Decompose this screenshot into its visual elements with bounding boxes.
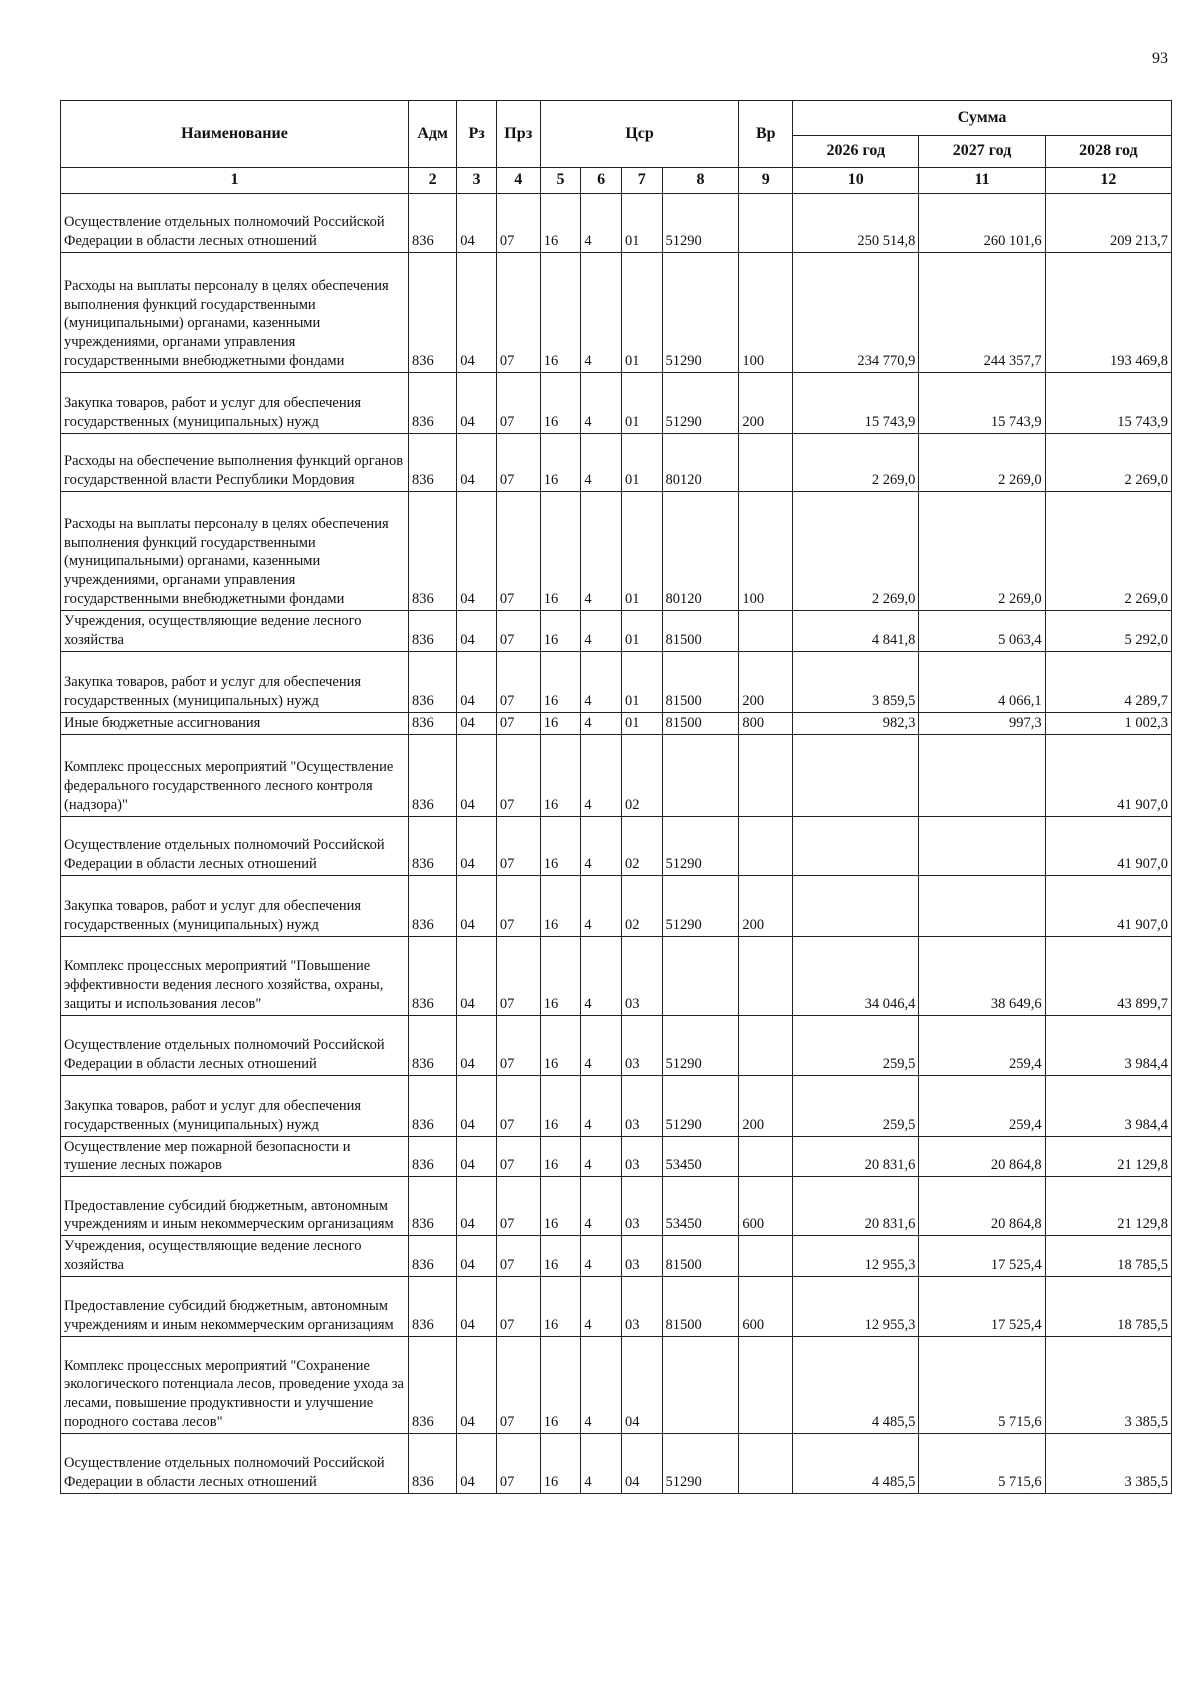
row-amount-2028: 2 269,0 — [1045, 492, 1171, 611]
row-prz: 07 — [496, 712, 540, 734]
row-csr-5: 16 — [540, 492, 581, 611]
row-csr-6: 4 — [581, 1236, 622, 1277]
row-adm: 836 — [409, 1433, 457, 1493]
table-row — [61, 816, 1172, 875]
header-rz: Рз — [457, 101, 497, 168]
row-amount-2027: 260 101,6 — [919, 194, 1045, 253]
row-amount-2026: 4 485,5 — [793, 1336, 919, 1433]
row-rz: 04 — [457, 651, 497, 712]
row-csr-8: 81500 — [662, 1236, 739, 1277]
row-amount-2028: 3 385,5 — [1045, 1336, 1171, 1433]
row-csr-5: 16 — [540, 611, 581, 652]
col-number: 10 — [793, 168, 919, 194]
row-rz: 04 — [457, 492, 497, 611]
row-csr-6: 4 — [581, 712, 622, 734]
row-amount-2028: 18 785,5 — [1045, 1236, 1171, 1277]
table-row — [61, 1075, 1172, 1136]
table-row — [61, 936, 1172, 1015]
row-adm: 836 — [409, 1276, 457, 1336]
row-csr-8 — [662, 734, 739, 816]
row-csr-5: 16 — [540, 1136, 581, 1177]
row-amount-2028: 3 385,5 — [1045, 1433, 1171, 1493]
row-csr-5: 16 — [540, 1276, 581, 1336]
row-csr-7: 04 — [621, 1336, 662, 1433]
row-amount-2028: 193 469,8 — [1045, 253, 1171, 373]
row-vr — [739, 1336, 793, 1433]
row-csr-8: 51290 — [662, 1015, 739, 1075]
row-amount-2028: 21 129,8 — [1045, 1136, 1171, 1177]
row-vr — [739, 1136, 793, 1177]
row-prz: 07 — [496, 875, 540, 936]
row-prz: 07 — [496, 936, 540, 1015]
row-csr-8: 51290 — [662, 875, 739, 936]
row-csr-6: 4 — [581, 1075, 622, 1136]
col-number: 3 — [457, 168, 497, 194]
row-csr-8: 51290 — [662, 1433, 739, 1493]
row-amount-2028: 4 289,7 — [1045, 651, 1171, 712]
row-name: Предоставление субсидий бюджетным, автономным учреждениям и иным некоммерческим организациям — [61, 1177, 409, 1236]
row-vr — [739, 1015, 793, 1075]
row-csr-8: 53450 — [662, 1177, 739, 1236]
row-csr-5: 16 — [540, 1236, 581, 1277]
row-prz: 07 — [496, 816, 540, 875]
row-amount-2026: 3 859,5 — [793, 651, 919, 712]
col-number: 6 — [581, 168, 622, 194]
row-name: Расходы на обеспечение выполнения функций органов государственной власти Республики Мордовия — [61, 434, 409, 492]
row-name: Комплекс процессных мероприятий "Сохранение экологического потенциала лесов, проведение ухода за лесами, повышение продуктивности и улучшение породного состава лесов" — [61, 1336, 409, 1433]
row-vr — [739, 816, 793, 875]
row-csr-5: 16 — [540, 651, 581, 712]
row-prz: 07 — [496, 651, 540, 712]
row-adm: 836 — [409, 936, 457, 1015]
row-amount-2027: 17 525,4 — [919, 1276, 1045, 1336]
row-rz: 04 — [457, 816, 497, 875]
row-csr-8: 53450 — [662, 1136, 739, 1177]
row-rz: 04 — [457, 1433, 497, 1493]
row-prz: 07 — [496, 194, 540, 253]
row-rz: 04 — [457, 434, 497, 492]
table-row — [61, 734, 1172, 816]
row-csr-6: 4 — [581, 651, 622, 712]
row-rz: 04 — [457, 936, 497, 1015]
row-vr — [739, 611, 793, 652]
row-csr-7: 03 — [621, 1075, 662, 1136]
row-csr-7: 04 — [621, 1433, 662, 1493]
row-csr-8: 51290 — [662, 1075, 739, 1136]
row-name: Закупка товаров, работ и услуг для обеспечения государственных (муниципальных) нужд — [61, 875, 409, 936]
row-csr-6: 4 — [581, 373, 622, 434]
row-csr-7: 01 — [621, 434, 662, 492]
row-amount-2026: 982,3 — [793, 712, 919, 734]
row-amount-2026 — [793, 816, 919, 875]
row-csr-7: 03 — [621, 1015, 662, 1075]
row-csr-5: 16 — [540, 434, 581, 492]
row-prz: 07 — [496, 1336, 540, 1433]
row-adm: 836 — [409, 1136, 457, 1177]
row-amount-2027: 20 864,8 — [919, 1136, 1045, 1177]
row-name: Закупка товаров, работ и услуг для обеспечения государственных (муниципальных) нужд — [61, 1075, 409, 1136]
row-amount-2027 — [919, 734, 1045, 816]
row-amount-2028: 15 743,9 — [1045, 373, 1171, 434]
row-amount-2027: 2 269,0 — [919, 434, 1045, 492]
row-amount-2026: 20 831,6 — [793, 1136, 919, 1177]
row-csr-5: 16 — [540, 373, 581, 434]
row-csr-8: 81500 — [662, 1276, 739, 1336]
row-csr-5: 16 — [540, 1336, 581, 1433]
row-csr-5: 16 — [540, 1433, 581, 1493]
row-csr-7: 01 — [621, 253, 662, 373]
row-vr — [739, 434, 793, 492]
row-csr-6: 4 — [581, 492, 622, 611]
row-rz: 04 — [457, 1177, 497, 1236]
table-row — [61, 651, 1172, 712]
row-prz: 07 — [496, 1177, 540, 1236]
row-amount-2026: 2 269,0 — [793, 492, 919, 611]
row-amount-2027 — [919, 875, 1045, 936]
row-adm: 836 — [409, 1336, 457, 1433]
row-amount-2026: 259,5 — [793, 1075, 919, 1136]
row-vr — [739, 936, 793, 1015]
header-year-2027: 2027 год — [919, 136, 1045, 168]
col-number: 11 — [919, 168, 1045, 194]
row-adm: 836 — [409, 651, 457, 712]
row-amount-2028: 1 002,3 — [1045, 712, 1171, 734]
row-adm: 836 — [409, 816, 457, 875]
row-name: Осуществление отдельных полномочий Российской Федерации в области лесных отношений — [61, 1015, 409, 1075]
row-adm: 836 — [409, 492, 457, 611]
row-amount-2027: 2 269,0 — [919, 492, 1045, 611]
row-name: Осуществление мер пожарной безопасности и тушение лесных пожаров — [61, 1136, 409, 1177]
row-csr-5: 16 — [540, 194, 581, 253]
row-csr-8: 51290 — [662, 373, 739, 434]
row-rz: 04 — [457, 1276, 497, 1336]
row-amount-2026 — [793, 875, 919, 936]
table-row — [61, 712, 1172, 734]
col-number: 5 — [540, 168, 581, 194]
row-amount-2028: 2 269,0 — [1045, 434, 1171, 492]
row-amount-2026: 2 269,0 — [793, 434, 919, 492]
row-adm: 836 — [409, 1015, 457, 1075]
col-number: 9 — [739, 168, 793, 194]
row-name: Иные бюджетные ассигнования — [61, 712, 409, 734]
row-csr-8 — [662, 1336, 739, 1433]
row-csr-8: 81500 — [662, 611, 739, 652]
row-amount-2028: 18 785,5 — [1045, 1276, 1171, 1336]
table-row — [61, 875, 1172, 936]
row-vr: 200 — [739, 875, 793, 936]
row-prz: 07 — [496, 1136, 540, 1177]
row-csr-6: 4 — [581, 434, 622, 492]
table-row — [61, 194, 1172, 253]
col-number: 4 — [496, 168, 540, 194]
row-amount-2026 — [793, 734, 919, 816]
table-header — [61, 101, 1172, 194]
row-amount-2026: 250 514,8 — [793, 194, 919, 253]
row-rz: 04 — [457, 1136, 497, 1177]
row-prz: 07 — [496, 492, 540, 611]
row-prz: 07 — [496, 734, 540, 816]
row-csr-8: 51290 — [662, 194, 739, 253]
row-amount-2027: 5 715,6 — [919, 1433, 1045, 1493]
row-amount-2026: 20 831,6 — [793, 1177, 919, 1236]
row-amount-2026: 12 955,3 — [793, 1236, 919, 1277]
row-csr-7: 01 — [621, 611, 662, 652]
row-csr-8: 80120 — [662, 492, 739, 611]
row-csr-5: 16 — [540, 734, 581, 816]
table-row — [61, 1015, 1172, 1075]
row-rz: 04 — [457, 1015, 497, 1075]
row-amount-2027: 17 525,4 — [919, 1236, 1045, 1277]
table-row — [61, 1336, 1172, 1433]
row-adm: 836 — [409, 194, 457, 253]
col-number: 2 — [409, 168, 457, 194]
row-csr-8: 51290 — [662, 253, 739, 373]
row-csr-7: 03 — [621, 1136, 662, 1177]
table-row — [61, 373, 1172, 434]
row-csr-6: 4 — [581, 875, 622, 936]
row-csr-7: 01 — [621, 712, 662, 734]
row-vr: 100 — [739, 492, 793, 611]
row-csr-5: 16 — [540, 816, 581, 875]
row-csr-7: 03 — [621, 1276, 662, 1336]
row-csr-5: 16 — [540, 253, 581, 373]
row-csr-8: 80120 — [662, 434, 739, 492]
row-amount-2027: 259,4 — [919, 1015, 1045, 1075]
row-csr-7: 01 — [621, 194, 662, 253]
row-name: Комплекс процессных мероприятий "Повышение эффективности ведения лесного хозяйства, охраны, защиты и использования лесов" — [61, 936, 409, 1015]
row-csr-6: 4 — [581, 1177, 622, 1236]
header-vr: Вр — [739, 101, 793, 168]
row-vr: 100 — [739, 253, 793, 373]
row-csr-5: 16 — [540, 936, 581, 1015]
row-prz: 07 — [496, 1075, 540, 1136]
row-csr-8: 51290 — [662, 816, 739, 875]
row-csr-7: 01 — [621, 373, 662, 434]
row-name: Учреждения, осуществляющие ведение лесного хозяйства — [61, 611, 409, 652]
row-csr-6: 4 — [581, 1276, 622, 1336]
row-amount-2026: 12 955,3 — [793, 1276, 919, 1336]
row-name: Осуществление отдельных полномочий Российской Федерации в области лесных отношений — [61, 816, 409, 875]
row-prz: 07 — [496, 253, 540, 373]
row-csr-7: 01 — [621, 492, 662, 611]
row-name: Комплекс процессных мероприятий "Осуществление федерального государственного лесного контроля (надзора)" — [61, 734, 409, 816]
row-adm: 836 — [409, 373, 457, 434]
row-amount-2028: 41 907,0 — [1045, 816, 1171, 875]
row-csr-6: 4 — [581, 1136, 622, 1177]
row-amount-2026: 15 743,9 — [793, 373, 919, 434]
row-csr-5: 16 — [540, 875, 581, 936]
row-adm: 836 — [409, 611, 457, 652]
page-number: 93 — [1152, 50, 1168, 67]
row-adm: 836 — [409, 434, 457, 492]
row-rz: 04 — [457, 253, 497, 373]
row-rz: 04 — [457, 373, 497, 434]
row-amount-2027: 5 063,4 — [919, 611, 1045, 652]
col-number: 8 — [662, 168, 739, 194]
row-csr-6: 4 — [581, 936, 622, 1015]
row-amount-2028: 21 129,8 — [1045, 1177, 1171, 1236]
row-amount-2027: 15 743,9 — [919, 373, 1045, 434]
col-number: 12 — [1045, 168, 1171, 194]
row-amount-2027: 38 649,6 — [919, 936, 1045, 1015]
budget-table — [60, 100, 1172, 1494]
row-csr-7: 03 — [621, 936, 662, 1015]
row-rz: 04 — [457, 611, 497, 652]
header-prz: Прз — [496, 101, 540, 168]
row-amount-2028: 3 984,4 — [1045, 1015, 1171, 1075]
row-vr — [739, 194, 793, 253]
row-csr-8: 81500 — [662, 651, 739, 712]
row-vr: 200 — [739, 1075, 793, 1136]
row-name: Закупка товаров, работ и услуг для обеспечения государственных (муниципальных) нужд — [61, 373, 409, 434]
row-csr-7: 02 — [621, 734, 662, 816]
row-name: Осуществление отдельных полномочий Российской Федерации в области лесных отношений — [61, 194, 409, 253]
row-csr-7: 03 — [621, 1177, 662, 1236]
row-csr-8 — [662, 936, 739, 1015]
row-vr: 800 — [739, 712, 793, 734]
row-amount-2027: 997,3 — [919, 712, 1045, 734]
col-number: 1 — [61, 168, 409, 194]
row-adm: 836 — [409, 1177, 457, 1236]
table-row — [61, 1236, 1172, 1277]
row-vr: 600 — [739, 1276, 793, 1336]
row-csr-6: 4 — [581, 253, 622, 373]
row-adm: 836 — [409, 712, 457, 734]
header-name: Наименование — [61, 101, 409, 168]
row-csr-6: 4 — [581, 1015, 622, 1075]
row-prz: 07 — [496, 373, 540, 434]
row-csr-7: 02 — [621, 816, 662, 875]
row-csr-5: 16 — [540, 1015, 581, 1075]
row-rz: 04 — [457, 712, 497, 734]
row-adm: 836 — [409, 1075, 457, 1136]
header-csr: Цср — [540, 101, 739, 168]
row-amount-2028: 3 984,4 — [1045, 1075, 1171, 1136]
row-rz: 04 — [457, 1336, 497, 1433]
table-row — [61, 1433, 1172, 1493]
row-prz: 07 — [496, 1276, 540, 1336]
header-year-2028: 2028 год — [1045, 136, 1171, 168]
row-amount-2028: 5 292,0 — [1045, 611, 1171, 652]
row-csr-7: 02 — [621, 875, 662, 936]
table-row — [61, 611, 1172, 652]
row-csr-8: 81500 — [662, 712, 739, 734]
table-row — [61, 1136, 1172, 1177]
row-name: Предоставление субсидий бюджетным, автономным учреждениям и иным некоммерческим организациям — [61, 1276, 409, 1336]
row-amount-2027: 244 357,7 — [919, 253, 1045, 373]
row-csr-6: 4 — [581, 1433, 622, 1493]
row-vr: 200 — [739, 373, 793, 434]
row-rz: 04 — [457, 734, 497, 816]
row-vr — [739, 734, 793, 816]
header-adm: Адм — [409, 101, 457, 168]
row-adm: 836 — [409, 734, 457, 816]
row-csr-6: 4 — [581, 734, 622, 816]
row-amount-2026: 234 770,9 — [793, 253, 919, 373]
table-body — [61, 194, 1172, 1494]
row-prz: 07 — [496, 1236, 540, 1277]
table-row — [61, 434, 1172, 492]
row-csr-6: 4 — [581, 611, 622, 652]
row-prz: 07 — [496, 434, 540, 492]
row-csr-5: 16 — [540, 712, 581, 734]
table-row — [61, 253, 1172, 373]
row-amount-2026: 34 046,4 — [793, 936, 919, 1015]
table-row — [61, 492, 1172, 611]
row-rz: 04 — [457, 194, 497, 253]
row-prz: 07 — [496, 1433, 540, 1493]
row-amount-2027: 5 715,6 — [919, 1336, 1045, 1433]
row-adm: 836 — [409, 1236, 457, 1277]
row-name: Расходы на выплаты персоналу в целях обеспечения выполнения функций государственными (муниципальными) органами, казенными учреждениями, органами управления государственными внебюджетными фондами — [61, 253, 409, 373]
row-amount-2026: 4 485,5 — [793, 1433, 919, 1493]
row-name: Расходы на выплаты персоналу в целях обеспечения выполнения функций государственными (муниципальными) органами, казенными учреждениями, органами управления государственными внебюджетными фондами — [61, 492, 409, 611]
row-csr-7: 03 — [621, 1236, 662, 1277]
row-vr: 600 — [739, 1177, 793, 1236]
row-amount-2028: 41 907,0 — [1045, 875, 1171, 936]
row-adm: 836 — [409, 875, 457, 936]
row-rz: 04 — [457, 1236, 497, 1277]
header-year-2026: 2026 год — [793, 136, 919, 168]
row-csr-7: 01 — [621, 651, 662, 712]
col-number: 7 — [621, 168, 662, 194]
row-prz: 07 — [496, 611, 540, 652]
row-csr-6: 4 — [581, 194, 622, 253]
row-vr — [739, 1433, 793, 1493]
row-amount-2028: 41 907,0 — [1045, 734, 1171, 816]
row-amount-2026: 4 841,8 — [793, 611, 919, 652]
row-csr-6: 4 — [581, 816, 622, 875]
header-summa: Сумма — [793, 101, 1172, 136]
row-amount-2028: 43 899,7 — [1045, 936, 1171, 1015]
row-amount-2026: 259,5 — [793, 1015, 919, 1075]
row-name: Закупка товаров, работ и услуг для обеспечения государственных (муниципальных) нужд — [61, 651, 409, 712]
row-vr — [739, 1236, 793, 1277]
row-csr-6: 4 — [581, 1336, 622, 1433]
row-amount-2028: 209 213,7 — [1045, 194, 1171, 253]
row-rz: 04 — [457, 875, 497, 936]
table-row — [61, 1276, 1172, 1336]
row-rz: 04 — [457, 1075, 497, 1136]
row-name: Учреждения, осуществляющие ведение лесного хозяйства — [61, 1236, 409, 1277]
row-amount-2027: 4 066,1 — [919, 651, 1045, 712]
row-amount-2027: 259,4 — [919, 1075, 1045, 1136]
row-csr-5: 16 — [540, 1177, 581, 1236]
row-amount-2027: 20 864,8 — [919, 1177, 1045, 1236]
row-prz: 07 — [496, 1015, 540, 1075]
row-csr-5: 16 — [540, 1075, 581, 1136]
row-vr: 200 — [739, 651, 793, 712]
row-name: Осуществление отдельных полномочий Российской Федерации в области лесных отношений — [61, 1433, 409, 1493]
row-amount-2027 — [919, 816, 1045, 875]
table-row — [61, 1177, 1172, 1236]
row-adm: 836 — [409, 253, 457, 373]
